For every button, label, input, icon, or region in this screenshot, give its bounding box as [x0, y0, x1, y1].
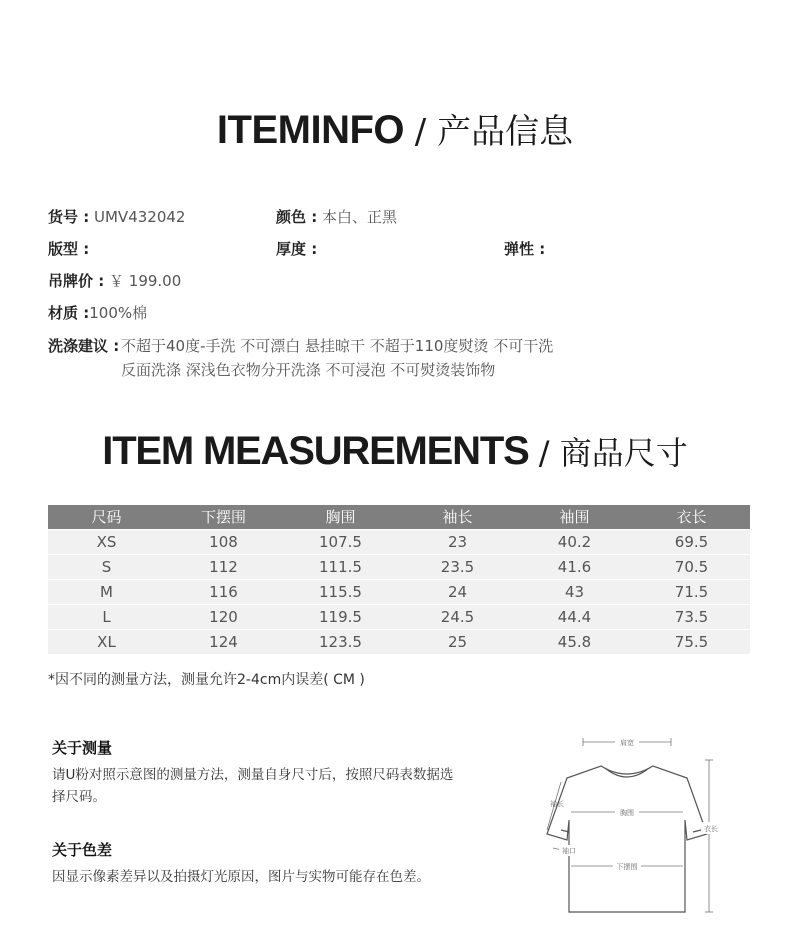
- table-row: [48, 530, 750, 554]
- material-label: 材质 :: [48, 304, 90, 322]
- heading-separator: /: [528, 434, 560, 472]
- price-row: [48, 270, 181, 291]
- cell-sleeve-width: 40.2: [557, 533, 592, 551]
- size-table-header: [48, 505, 750, 529]
- about-color-body: 因显示像素差异以及拍摄灯光原因，图片与实物可能存在色差。: [52, 869, 430, 885]
- header-chest: 胸围: [325, 508, 356, 526]
- sleeve-width-label: 袖口: [562, 847, 576, 855]
- color-value: 本白、正黑: [322, 208, 398, 226]
- item-number-label: 货号 :: [48, 208, 90, 226]
- about-measuring-line-2: 择尺码。: [52, 789, 106, 805]
- care-label: 洗涤建议 :: [48, 337, 120, 355]
- measurement-note: *因不同的测量方法，测量允许2-4cm内误差( CM ): [48, 672, 365, 688]
- care-line-1: 不超于40度-手洗 不可漂白 悬挂晾干 不超于110度熨烫 不可干洗: [121, 337, 554, 355]
- cell-body-length: 69.5: [674, 533, 709, 551]
- table-row: [48, 555, 750, 579]
- cell-size: XL: [97, 633, 116, 651]
- fit-row: [48, 238, 89, 259]
- cell-body-length: 71.5: [674, 583, 709, 601]
- header-hem: 下摆围: [200, 508, 246, 526]
- hem-label: 下摆围: [616, 863, 638, 871]
- measurements-heading-en: ITEM MEASUREMENTS: [102, 429, 529, 473]
- cell-chest: 111.5: [319, 558, 362, 576]
- heading-separator: /: [404, 112, 438, 152]
- tshirt-outline: [547, 766, 707, 912]
- measurements-heading: [0, 428, 790, 484]
- cell-hem: 120: [209, 608, 238, 626]
- price-value: ￥ 199.00: [109, 272, 182, 290]
- cell-size: XS: [96, 533, 117, 551]
- table-row: [48, 630, 750, 654]
- item-info-heading-en: ITEMINFO: [216, 108, 404, 152]
- cell-body-length: 75.5: [674, 633, 709, 651]
- color-label: 颜色 :: [276, 208, 318, 226]
- header-sleeve-width: 袖围: [559, 508, 590, 526]
- cell-body-length: 73.5: [674, 608, 709, 626]
- cell-sleeve-width: 45.8: [557, 633, 592, 651]
- shoulder-label: 肩宽: [620, 739, 634, 747]
- care-line-2: 反面洗涤 深浅色衣物分开洗涤 不可浸泡 不可熨烫装饰物: [121, 361, 496, 379]
- item-info-heading-zh: 产品信息: [437, 112, 574, 152]
- cell-sleeve-width: 41.6: [557, 558, 592, 576]
- care-label-wrap: [48, 335, 119, 356]
- cell-sleeve-length: 23: [447, 533, 468, 551]
- cell-hem: 124: [209, 633, 238, 651]
- material-value: 100%棉: [89, 304, 148, 322]
- cell-chest: 115.5: [319, 583, 362, 601]
- cell-sleeve-length: 24.5: [440, 608, 475, 626]
- header-body-length: 衣长: [676, 508, 707, 526]
- thickness-label: 厚度 :: [276, 240, 318, 258]
- material-row: [48, 302, 147, 323]
- about-measuring-body: [52, 764, 492, 808]
- cell-chest: 119.5: [319, 608, 362, 626]
- about-color-title: 关于色差: [52, 841, 113, 859]
- cell-chest: 123.5: [319, 633, 362, 651]
- thickness-row: [276, 238, 317, 259]
- body-length-measure-line: [705, 760, 713, 912]
- cell-hem: 112: [209, 558, 238, 576]
- measurements-heading-zh: 商品尺寸: [559, 434, 688, 472]
- about-measuring-title: 关于测量: [52, 739, 113, 757]
- body-length-label: 衣长: [704, 825, 718, 833]
- cell-sleeve-length: 25: [447, 633, 468, 651]
- chest-label: 胸围: [620, 809, 634, 817]
- header-sleeve-length: 袖长: [442, 508, 473, 526]
- cell-size: M: [100, 583, 113, 601]
- cell-size: L: [102, 608, 111, 626]
- cell-hem: 116: [209, 583, 238, 601]
- item-info-heading: [0, 104, 790, 160]
- cell-sleeve-width: 43: [564, 583, 585, 601]
- cell-sleeve-length: 23.5: [440, 558, 475, 576]
- item-number-row: [48, 206, 185, 227]
- cell-hem: 108: [209, 533, 238, 551]
- elasticity-label: 弹性 :: [504, 240, 546, 258]
- item-number-value: UMV432042: [94, 208, 186, 226]
- cell-sleeve-length: 24: [447, 583, 468, 601]
- cell-chest: 107.5: [319, 533, 362, 551]
- cell-sleeve-width: 44.4: [557, 608, 592, 626]
- table-row: [48, 605, 750, 629]
- color-row: [276, 206, 397, 227]
- header-size: 尺码: [91, 508, 122, 526]
- table-row: [48, 580, 750, 604]
- cell-size: S: [101, 558, 112, 576]
- sleeve-length-label: 袖长: [550, 800, 564, 808]
- about-measuring-line-1: 请U粉对照示意图的测量方法，测量自身尺寸后，按照尺码表数据选: [52, 767, 454, 783]
- elasticity-row: [504, 238, 545, 259]
- tshirt-measurement-diagram: [535, 730, 750, 920]
- size-table: [48, 505, 750, 654]
- cell-body-length: 70.5: [674, 558, 709, 576]
- fit-label: 版型 :: [48, 240, 90, 258]
- price-label: 吊牌价 :: [48, 272, 105, 290]
